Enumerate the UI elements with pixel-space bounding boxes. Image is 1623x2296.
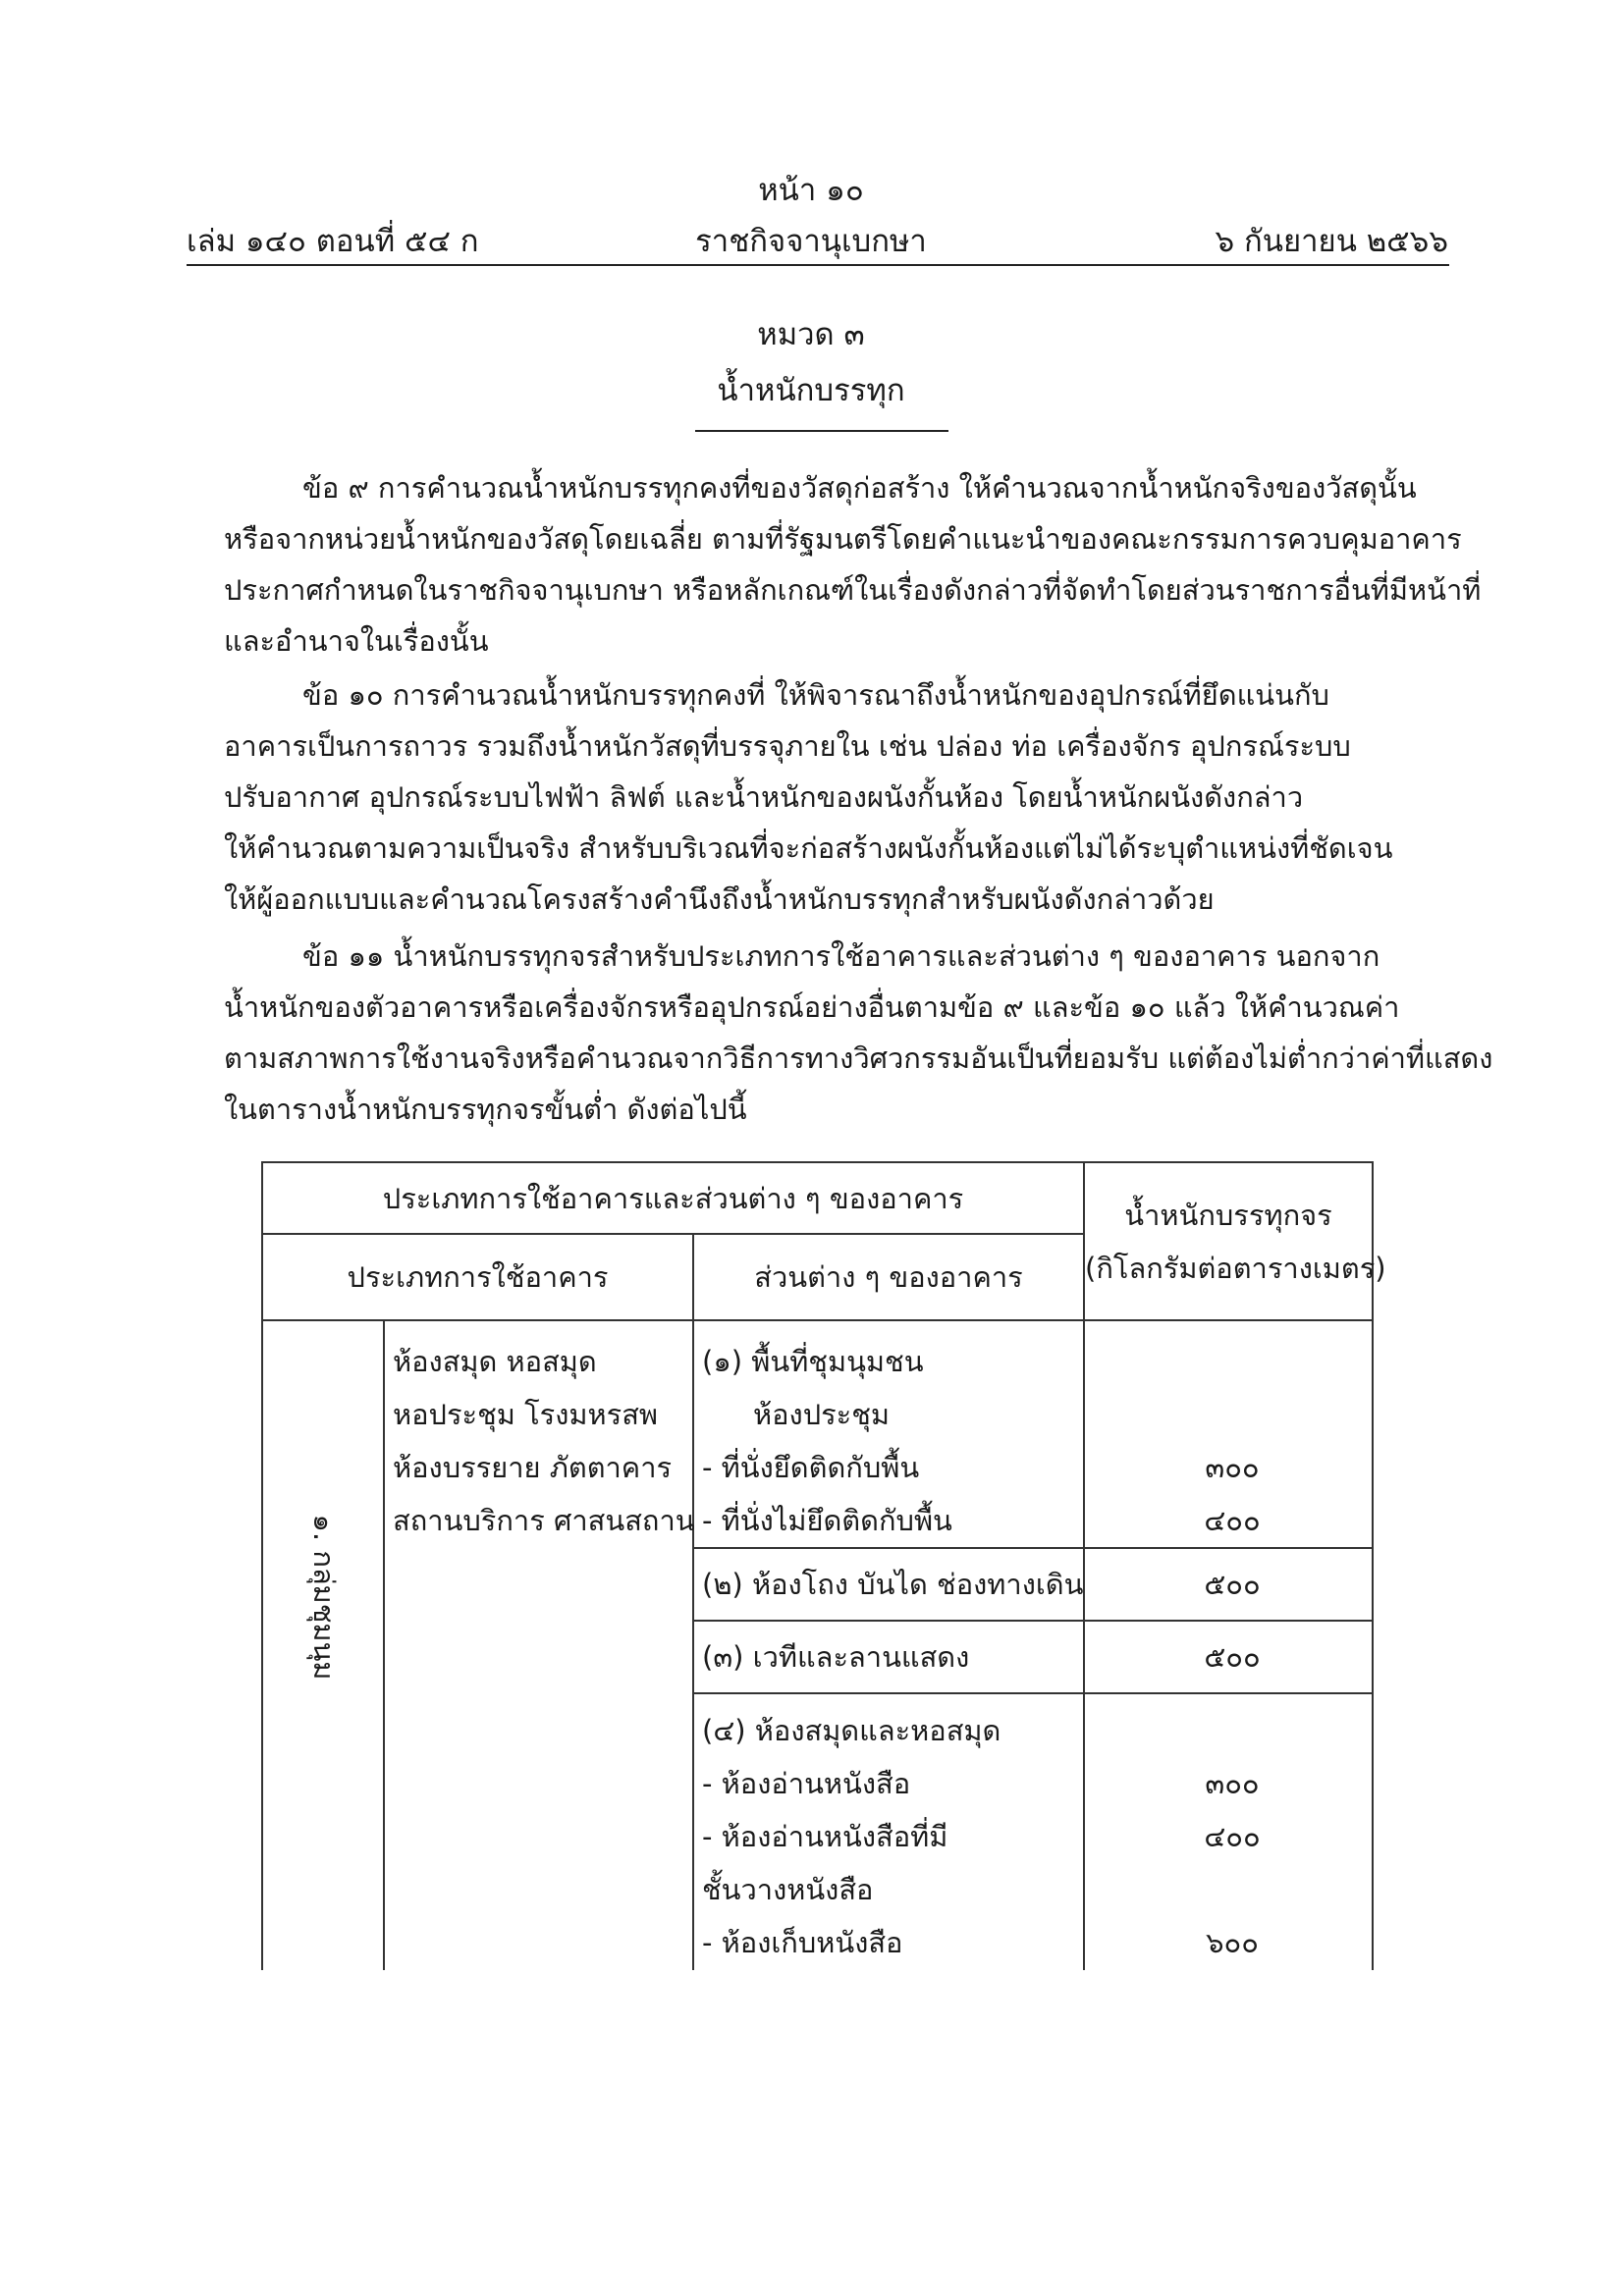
load-value xyxy=(1085,1863,1372,1916)
clause-line: หรือจากหน่วยน้ำหนักของวัสดุโดยเฉลี่ย ตามที่รัฐมนตรีโดยคำแนะนำของคณะกรรมการควบคุมอาคาร xyxy=(224,522,1462,556)
value-cell xyxy=(1084,1548,1373,1621)
clause-line: อาคารเป็นการถาวร รวมถึงน้ำหนักวัสดุที่บรรจุภายใน เช่น ปล่อง ท่อ เครื่องจักร อุปกรณ์ระบบ xyxy=(224,729,1351,763)
usage-line: ห้องบรรยาย ภัตตาคาร xyxy=(393,1451,673,1484)
load-value: ๓๐๐ xyxy=(1205,1451,1260,1484)
chapter-number: หมวด ๓ xyxy=(757,317,865,352)
table-header-category: ประเภทการใช้อาคารและส่วนต่าง ๆ ของอาคาร xyxy=(262,1162,1084,1234)
load-value: ๖๐๐ xyxy=(1206,1926,1259,1959)
value-cell xyxy=(1084,1693,1373,1970)
part-line: ห้องประชุม xyxy=(753,1398,891,1431)
table-header-usage: ประเภทการใช้อาคาร xyxy=(262,1234,693,1320)
clause-9 xyxy=(224,462,1482,667)
table-header-parts: ส่วนต่าง ๆ ของอาคาร xyxy=(693,1234,1084,1320)
load-value xyxy=(1085,1335,1372,1388)
load-value xyxy=(1085,1704,1372,1757)
load-value xyxy=(1085,1388,1372,1441)
clause-line: ให้คำนวณตามความเป็นจริง สำหรับบริเวณที่จะก่อสร้างผนังกั้นห้องแต่ไม่ได้ระบุตำแหน่งที่ชัดเจน xyxy=(224,831,1393,865)
load-value: ๔๐๐ xyxy=(1204,1504,1261,1537)
part-line: (๔) ห้องสมุดและหอสมุด xyxy=(702,1714,1001,1747)
clause-line: ตามสภาพการใช้งานจริงหรือคำนวณจากวิธีการทางวิศวกรรมอันเป็นที่ยอมรับ แต่ต้องไม่ต่ำกว่าค่าที่แสดง xyxy=(224,1041,1493,1075)
usage-line: ห้องสมุด หอสมุด xyxy=(393,1345,597,1378)
clause-line: น้ำหนักของตัวอาคารหรือเครื่องจักรหรืออุปกรณ์อย่างอื่นตามข้อ ๙ และข้อ ๑๐ แล้ว ให้คำนวณค่า xyxy=(224,990,1400,1024)
clause-line: ประกาศกำหนดในราชกิจจานุเบกษา หรือหลักเกณฑ์ในเรื่องดังกล่าวที่จัดทำโดยส่วนราชการอื่นที่มีหน้าที่ xyxy=(224,573,1482,607)
load-header-line: น้ำหนักบรรทุกจร xyxy=(1124,1198,1332,1232)
clause-line: ให้ผู้ออกแบบและคำนวณโครงสร้างคำนึงถึงน้ำหนักบรรทุกสำหรับผนังดังกล่าวด้วย xyxy=(224,882,1215,916)
live-load-table xyxy=(261,1161,1386,1970)
part-line: - ที่นั่งไม่ยึดติดกับพื้น xyxy=(702,1504,952,1537)
usage-line: หอประชุม โรงมหรสพ xyxy=(393,1398,659,1431)
clause-line: ในตารางน้ำหนักบรรทุกจรขั้นต่ำ ดังต่อไปนี้ xyxy=(224,1093,747,1126)
group-cell xyxy=(262,1320,384,1970)
group-label: ๑. กลุ่มชุมนุม xyxy=(307,1514,341,1681)
part-line: (๑) พื้นที่ชุมนุมชน xyxy=(702,1345,924,1378)
part-cell xyxy=(693,1320,1084,1548)
clause-line: ข้อ ๑๐ การคำนวณน้ำหนักบรรทุกคงที่ ให้พิจารณาถึงน้ำหนักของอุปกรณ์ที่ยึดแน่นกับ xyxy=(302,678,1329,712)
header-rule xyxy=(187,264,1449,266)
part-line: (๒) ห้องโถง บันได ช่องทางเดิน xyxy=(702,1568,1084,1601)
publication-date: ๖ กันยายน ๒๕๖๖ xyxy=(1215,224,1448,259)
usage-cell xyxy=(384,1320,693,1970)
clause-line: ข้อ ๙ การคำนวณน้ำหนักบรรทุกคงที่ของวัสดุก่อสร้าง ให้คำนวณจากน้ำหนักจริงของวัสดุนั้น xyxy=(302,471,1417,505)
part-line: - ห้องอ่านหนังสือ xyxy=(702,1767,911,1800)
value-cell xyxy=(1084,1621,1373,1693)
chapter-title: น้ำหนักบรรทุก xyxy=(717,373,905,408)
page-number: หน้า ๑๐ xyxy=(758,173,864,208)
clause-11 xyxy=(224,931,1493,1135)
clause-line: ข้อ ๑๑ น้ำหนักบรรทุกจรสำหรับประเภทการใช้อาคารและส่วนต่าง ๆ ของอาคาร นอกจาก xyxy=(302,939,1380,973)
volume-label: เล่ม ๑๔๐ ตอนที่ ๕๔ ก xyxy=(187,224,479,259)
chapter-rule xyxy=(695,430,948,432)
publication-name: ราชกิจจานุเบกษา xyxy=(695,224,927,259)
load-value: ๕๐๐ xyxy=(1204,1640,1261,1674)
usage-line: สถานบริการ ศาสนสถาน xyxy=(393,1504,695,1537)
part-cell xyxy=(693,1548,1084,1621)
part-cell xyxy=(693,1621,1084,1693)
part-cell xyxy=(693,1693,1084,1970)
clause-10 xyxy=(224,669,1437,925)
load-value: ๕๐๐ xyxy=(1204,1568,1261,1601)
clause-line: ปรับอากาศ อุปกรณ์ระบบไฟฟ้า ลิฟต์ และน้ำหนักของผนังกั้นห้อง โดยน้ำหนักผนังดังกล่าว xyxy=(224,780,1304,814)
part-line: ชั้นวางหนังสือ xyxy=(702,1873,874,1906)
table-header-load xyxy=(1084,1162,1386,1320)
load-value: ๔๐๐ xyxy=(1204,1820,1261,1853)
value-cell xyxy=(1084,1320,1373,1548)
part-line: - ห้องอ่านหนังสือที่มี xyxy=(702,1820,948,1853)
part-line: (๓) เวทีและลานแสดง xyxy=(702,1640,970,1674)
clause-line: และอำนาจในเรื่องนั้น xyxy=(224,624,489,658)
load-header-line: (กิโลกรัมต่อตารางเมตร) xyxy=(1085,1251,1386,1285)
part-line: - ที่นั่งยึดติดกับพื้น xyxy=(702,1451,920,1484)
part-line: - ห้องเก็บหนังสือ xyxy=(702,1926,903,1959)
load-value: ๓๐๐ xyxy=(1205,1767,1260,1800)
